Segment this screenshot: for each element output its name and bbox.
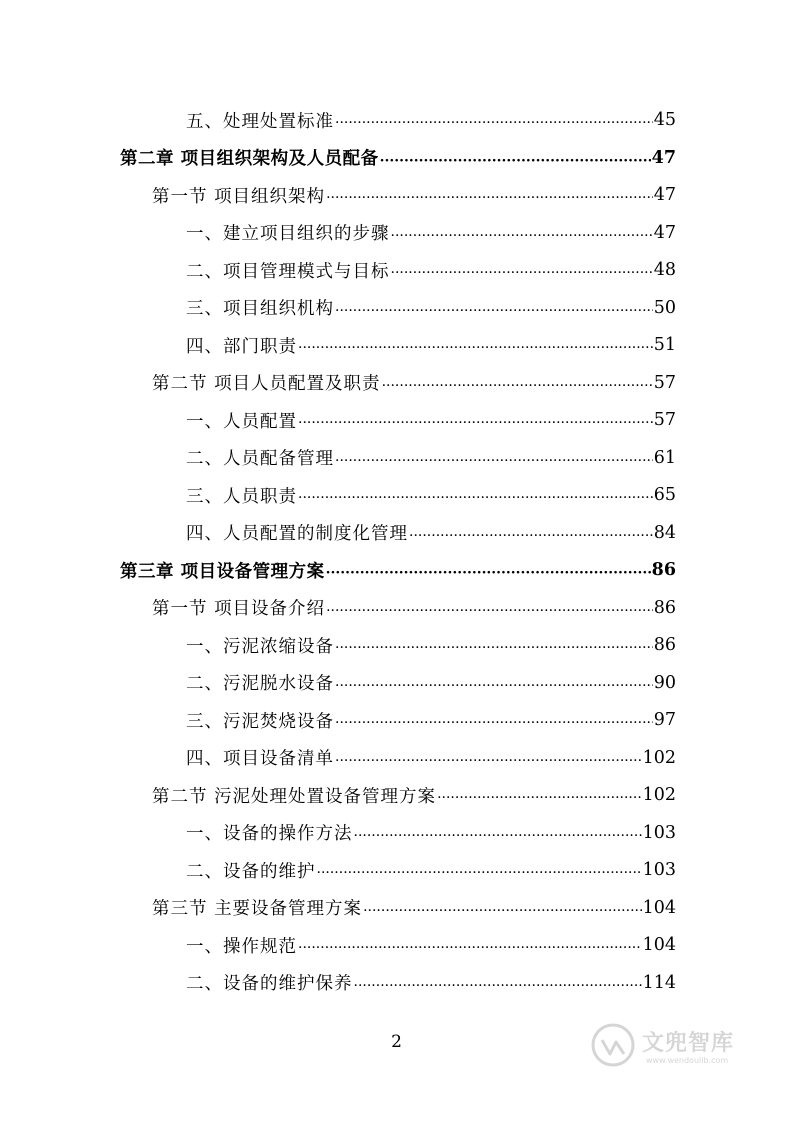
toc-entry-label: 第三节 主要设备管理方案 <box>152 899 363 919</box>
toc-entry-label: 二、项目管理模式与目标 <box>186 261 390 282</box>
toc-item-entry[interactable] <box>186 852 676 888</box>
toc-dot-leader <box>335 453 653 469</box>
toc-item-entry[interactable] <box>186 290 676 326</box>
toc-entry-page: 65 <box>653 485 676 505</box>
toc-dot-leader <box>298 340 653 356</box>
toc-dot-leader <box>335 678 653 694</box>
toc-chapter-entry[interactable] <box>120 552 676 588</box>
toc-item-entry[interactable] <box>186 515 676 551</box>
toc-entry-label: 一、建立项目组织的步骤 <box>186 224 390 244</box>
toc-entry-label: 第一节 项目组织架构 <box>152 186 326 207</box>
watermark <box>590 1018 770 1078</box>
toc-entry-page: 103 <box>642 822 676 843</box>
toc-item-entry[interactable] <box>186 252 676 288</box>
toc-dot-leader <box>335 303 653 319</box>
toc-entry-label: 二、设备的维护保养 <box>186 974 353 994</box>
toc-dot-leader <box>298 490 653 506</box>
toc-entry-page: 48 <box>653 260 676 280</box>
toc-entry-page: 50 <box>653 297 676 318</box>
toc-entry-page: 86 <box>651 560 676 580</box>
toc-dot-leader <box>391 228 653 244</box>
page-number: 2 <box>391 1032 402 1052</box>
toc-entry-page: 114 <box>642 972 676 993</box>
toc-entry-label: 第三章 项目设备管理方案 <box>120 561 325 582</box>
watermark-brand: 文兜智库 <box>642 1031 735 1056</box>
toc-entry-label: 一、人员配置 <box>186 411 297 432</box>
toc-item-entry[interactable] <box>186 665 676 701</box>
toc-item-entry[interactable] <box>186 102 676 138</box>
toc-item-entry[interactable] <box>186 927 676 963</box>
toc-dot-leader <box>354 828 642 844</box>
toc-entry-page: 102 <box>642 747 676 768</box>
toc-item-entry[interactable] <box>186 477 676 513</box>
toc-section-entry[interactable] <box>152 177 676 213</box>
toc-entry-page: 102 <box>642 785 676 805</box>
toc-entry-page: 47 <box>651 147 676 168</box>
toc-entry-page: 84 <box>653 522 676 543</box>
toc-entry-label: 一、设备的操作方法 <box>186 824 353 844</box>
toc-dot-leader <box>335 115 653 131</box>
toc-chapter-entry[interactable] <box>120 140 676 176</box>
toc-entry-page: 61 <box>653 447 676 468</box>
toc-entry-label: 第二节 项目人员配置及职责 <box>152 374 381 394</box>
toc-entry-label: 四、项目设备清单 <box>186 749 334 769</box>
toc-entry-label: 三、项目组织机构 <box>186 299 334 319</box>
toc-dot-leader <box>380 153 651 169</box>
toc-entry-label: 第一节 项目设备介绍 <box>152 599 326 619</box>
toc-entry-page: 45 <box>653 110 676 130</box>
toc-entry-label: 二、人员配备管理 <box>186 449 334 469</box>
toc-section-entry[interactable] <box>152 777 676 813</box>
toc-section-entry[interactable] <box>152 590 676 626</box>
toc-entry-page: 86 <box>653 597 676 618</box>
toc-entry-page: 47 <box>653 185 676 205</box>
watermark-url: www.wendoulib.com <box>646 1056 729 1065</box>
toc-dot-leader <box>335 753 642 769</box>
toc-dot-leader <box>298 415 653 431</box>
toc-dot-leader <box>363 903 642 919</box>
toc-entry-label: 二、污泥脱水设备 <box>186 674 334 694</box>
toc-entry-page: 97 <box>653 710 676 730</box>
toc-dot-leader <box>437 790 642 806</box>
toc-entry-label: 一、操作规范 <box>186 936 297 957</box>
toc-dot-leader <box>298 940 642 956</box>
toc-entry-label: 四、部门职责 <box>186 336 297 357</box>
toc-entry-page: 86 <box>653 635 676 655</box>
toc-entry-page: 57 <box>653 410 676 430</box>
toc-item-entry[interactable] <box>186 327 676 363</box>
toc-dot-leader <box>326 190 653 206</box>
toc-entry-label: 四、人员配置的制度化管理 <box>186 524 408 544</box>
toc-entry-label: 第二章 项目组织架构及人员配备 <box>120 149 379 169</box>
toc-item-entry[interactable] <box>186 627 676 663</box>
toc-entry-label: 一、污泥浓缩设备 <box>186 636 334 657</box>
toc-section-entry[interactable] <box>152 890 676 926</box>
toc-item-entry[interactable] <box>186 740 676 776</box>
toc-entry-page: 47 <box>653 222 676 243</box>
toc-item-entry[interactable] <box>186 440 676 476</box>
toc-dot-leader <box>382 378 653 394</box>
watermark-logo-icon <box>590 1022 636 1068</box>
toc-entry-label: 三、人员职责 <box>186 486 297 507</box>
toc-entry-page: 90 <box>653 672 676 693</box>
toc-entry-label: 二、设备的维护 <box>186 861 316 882</box>
toc-dot-leader <box>335 640 653 656</box>
toc-dot-leader <box>409 528 653 544</box>
toc-dot-leader <box>317 865 642 881</box>
toc-entry-label: 第二节 污泥处理处置设备管理方案 <box>152 786 437 807</box>
toc-entry-label: 五、处理处置标准 <box>186 111 334 132</box>
toc-item-entry[interactable] <box>186 702 676 738</box>
toc-entry-page: 51 <box>653 335 676 355</box>
toc-item-entry[interactable] <box>186 215 676 251</box>
toc-entry-label: 三、污泥焚烧设备 <box>186 711 334 732</box>
toc-section-entry[interactable] <box>152 365 676 401</box>
toc-dot-leader <box>335 715 653 731</box>
toc-item-entry[interactable] <box>186 965 676 1001</box>
toc-entry-page: 57 <box>653 372 676 393</box>
toc-dot-leader <box>326 565 651 581</box>
toc-dot-leader <box>326 603 653 619</box>
toc-dot-leader <box>354 978 642 994</box>
toc-entry-page: 104 <box>642 897 676 918</box>
toc-dot-leader <box>391 265 653 281</box>
toc-entry-page: 104 <box>642 935 676 955</box>
toc-entry-page: 103 <box>642 860 676 880</box>
toc-item-entry[interactable] <box>186 815 676 851</box>
toc-item-entry[interactable] <box>186 402 676 438</box>
